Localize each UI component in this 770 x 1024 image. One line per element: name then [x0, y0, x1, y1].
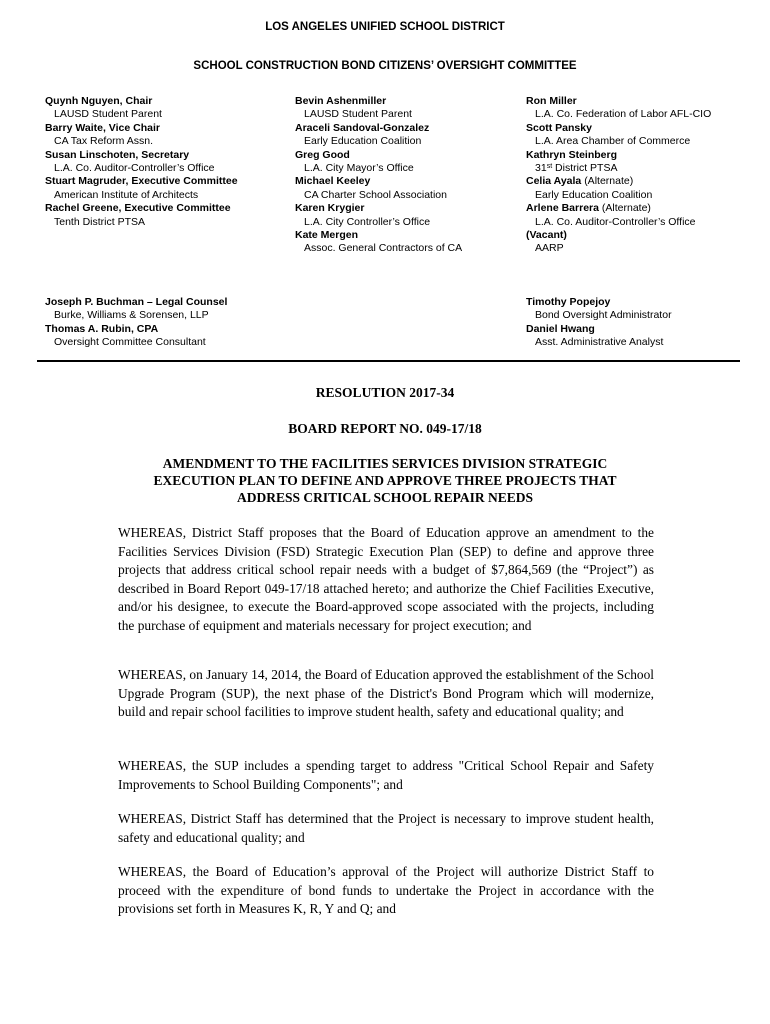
staff-name: Daniel Hwang: [526, 322, 595, 335]
whereas-paragraph: WHEREAS, on January 14, 2014, the Board of Education approved the establishment of the School Upgrade Program (SUP), the next phase of the District's Bond Program which will modernize, build and repair school facilities to improve student health, safety and educational quality; and: [118, 667, 654, 719]
member-affiliation: [526, 162, 711, 175]
staff-affiliation: Bond Oversight Administrator: [535, 309, 672, 322]
staff-affiliation: Burke, Williams & Sorensen, LLP: [54, 309, 209, 322]
member-name: Michael Keeley: [295, 175, 371, 188]
member-name: Celia Ayala: [526, 175, 582, 188]
member-name: Arlene Barrera: [526, 202, 599, 215]
member-affiliation: L.A. Co. Auditor-Controller’s Office: [535, 215, 696, 228]
resolution-title-line: AMENDMENT TO THE FACILITIES SERVICES DIVISION STRATEGIC: [162, 456, 608, 471]
member-name: Barry Waite, Vice Chair: [45, 121, 160, 134]
affiliation-number: 31: [535, 162, 547, 175]
member-affiliation: Assoc. General Contractors of CA: [304, 242, 463, 255]
members-column-1: [45, 95, 238, 229]
member-name: Karen Krygier: [295, 202, 365, 215]
member-name: Susan Linschoten, Secretary: [45, 148, 190, 161]
whereas-paragraph: WHEREAS, District Staff has determined that the Project is necessary to improve student health, safety and educational quality; and: [118, 811, 654, 845]
member-name: Kathryn Steinberg: [526, 148, 618, 161]
member-affiliation: Early Education Coalition: [535, 188, 653, 201]
member-name: Greg Good: [295, 148, 350, 161]
staff-affiliation: Oversight Committee Consultant: [54, 336, 206, 349]
member-affiliation: Tenth District PTSA: [54, 215, 146, 228]
staff-name: Joseph P. Buchman – Legal Counsel: [45, 296, 228, 308]
members-column-2: [295, 95, 462, 256]
member-affiliation: L.A. Co. Federation of Labor AFL-CIO: [535, 108, 712, 121]
affiliation-rest: District PTSA: [552, 162, 618, 175]
member-affiliation: L.A. Area Chamber of Commerce: [535, 135, 691, 148]
district-heading: LOS ANGELES UNIFIED SCHOOL DISTRICT: [265, 21, 505, 33]
member-name: Quynh Nguyen, Chair: [45, 95, 153, 107]
resolution-title-line: ADDRESS CRITICAL SCHOOL REPAIR NEEDS: [236, 490, 534, 505]
staff-name: Thomas A. Rubin, CPA: [45, 322, 159, 335]
member-affiliation: LAUSD Student Parent: [54, 108, 162, 121]
member-affiliation: L.A. Co. Auditor-Controller’s Office: [54, 162, 215, 175]
staff-name: Timothy Popejoy: [526, 296, 611, 308]
member-name: Stuart Magruder, Executive Committee: [45, 175, 238, 188]
member-affiliation: AARP: [535, 242, 564, 255]
committee-heading: SCHOOL CONSTRUCTION BOND CITIZENS’ OVERSIGHT COMMITTEE: [193, 60, 577, 72]
member-name-with-role: [526, 175, 711, 188]
member-affiliation: LAUSD Student Parent: [304, 108, 412, 121]
member-affiliation: CA Charter School Association: [304, 188, 447, 201]
member-name: Araceli Sandoval-Gonzalez: [295, 121, 430, 134]
whereas-paragraph: WHEREAS, the Board of Education’s approval of the Project will authorize District Staff to proceed with the expenditure of bond funds to undertake the Project in accordance with the provisions set forth in Measures K, R, Y and Q; and: [118, 864, 654, 916]
resolution-title-line: EXECUTION PLAN TO DEFINE AND APPROVE THREE PROJECTS THAT: [153, 473, 617, 488]
member-affiliation: American Institute of Architects: [54, 188, 199, 201]
member-name: Scott Pansky: [526, 121, 592, 134]
member-name: Rachel Greene, Executive Committee: [45, 202, 231, 215]
staff-column-right: [526, 296, 672, 350]
member-name: (Vacant): [526, 229, 567, 242]
member-affiliation: L.A. City Controller’s Office: [304, 215, 431, 228]
header-divider: [37, 360, 740, 362]
member-affiliation: CA Tax Reform Assn.: [54, 135, 154, 148]
staff-column-left: [45, 296, 227, 350]
resolution-number: RESOLUTION 2017-34: [315, 385, 455, 400]
member-affiliation: Early Education Coalition: [304, 135, 422, 148]
alternate-tag: (Alternate): [584, 175, 634, 188]
whereas-paragraph: WHEREAS, District Staff proposes that the Board of Education approve an amendment to the Facilities Services Division (FSD) Strategic Execution Plan (SEP) to define and approve three projects that address critical school repair needs with a budget of $7,864,569 (the “Project”) as described in Board Report 049-17/18 attached hereto; and authorize the Chief Facilities Executive, and/or his designee, to execute the Board-approved scope associated with the projects, including the purchase of equipment and materials necessary for project execution; and: [118, 525, 654, 633]
member-name: Bevin Ashenmiller: [295, 95, 387, 107]
member-name: Kate Mergen: [295, 229, 359, 242]
alternate-tag: (Alternate): [601, 202, 651, 215]
resolution-title: [0, 455, 770, 506]
board-report-number: BOARD REPORT NO. 049-17/18: [288, 421, 482, 436]
whereas-paragraph: WHEREAS, the SUP includes a spending target to address "Critical School Repair and Safety Improvements to School Building Components"; and: [118, 758, 654, 792]
member-name: Ron Miller: [526, 95, 577, 107]
members-column-3: [526, 95, 711, 256]
affiliation-ordinal: st: [546, 163, 553, 171]
staff-affiliation: Asst. Administrative Analyst: [535, 336, 664, 349]
member-affiliation: L.A. City Mayor’s Office: [304, 162, 414, 175]
member-name-with-role: [526, 202, 711, 215]
